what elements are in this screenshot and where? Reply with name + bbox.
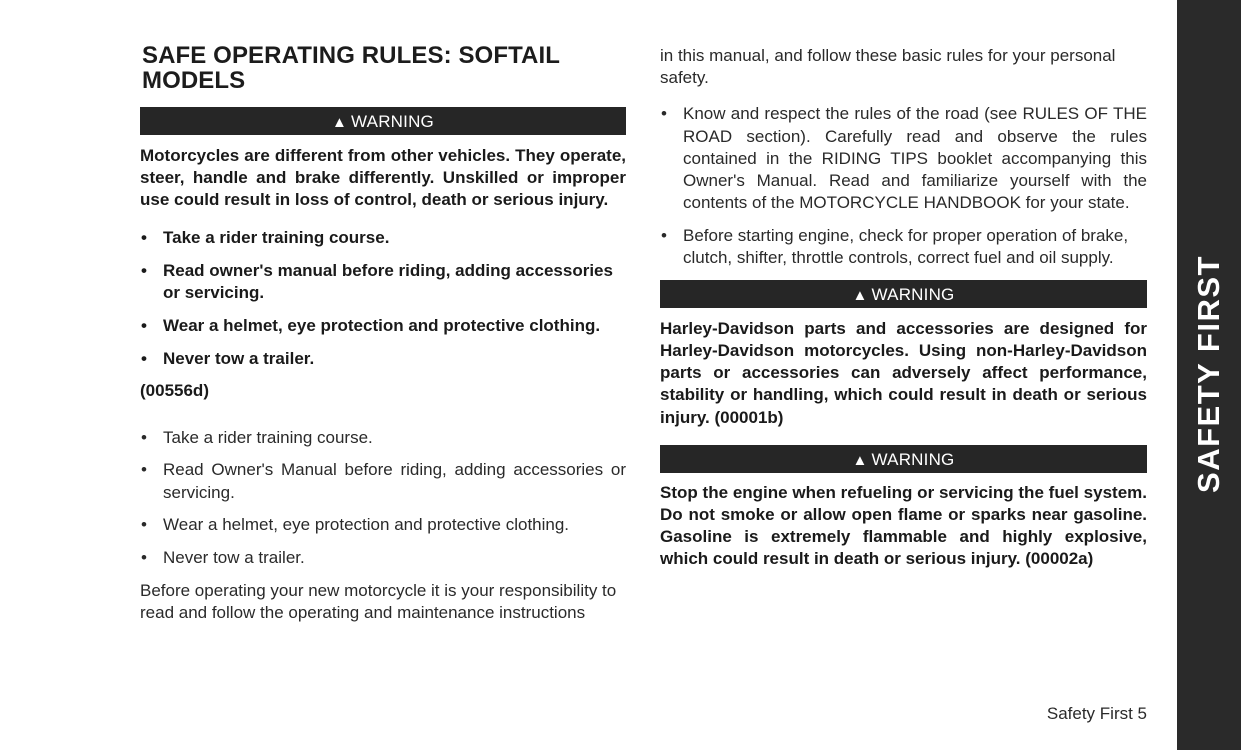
list-item: • Know and respect the rules of the road (see RULES OF THE ROAD section). Carefully read and observe the rules contained in the RIDING TIPS booklet accompanying this Owner's Manual. Read and familiarize yourself with the contents of the MOTORCYCLE HANDBOOK for your state. — [661, 104, 1147, 213]
warning-code: (00556d) — [140, 380, 209, 400]
bullet-icon: • — [661, 225, 667, 245]
warning-triangle-icon: ▲ — [332, 114, 348, 131]
warning-text: Motorcycles are different from other vehicles. They operate, steer, handle and brake differently. Unskilled or improper use could result in loss of control, death or serious injury. — [140, 146, 626, 210]
intro-paragraph-continued: in this manual, and follow these basic rules for your personal safety. — [660, 46, 1116, 88]
left-column — [140, 0, 626, 624]
bullet-icon: • — [141, 227, 147, 247]
warning-text: Stop the engine when refueling or servicing the fuel system. Do not smoke or allow open flame or sparks near gasoline. Gasoline is extremely flammable and highly explosive, which could result in death or serious injury. (00002a) — [660, 482, 1147, 569]
bullet-icon: • — [141, 260, 147, 280]
side-tab-label: SAFETY FIRST — [1191, 255, 1226, 493]
list-item: • Wear a helmet, eye protection and protective clothing. — [140, 315, 626, 337]
list-item: • Take a rider training course. — [140, 227, 626, 249]
bullet-icon: • — [141, 427, 147, 447]
bullet-icon: • — [141, 515, 147, 535]
list-item: • Before starting engine, check for proper operation of brake, clutch, shifter, throttle controls, correct fuel and oil supply. — [661, 225, 1129, 268]
warning-triangle-icon: ▲ — [852, 286, 868, 304]
bullet-icon: • — [141, 547, 147, 567]
page-number: Safety First 5 — [1046, 704, 1147, 723]
warning-banner — [660, 280, 1147, 308]
warning-label: WARNING — [351, 112, 434, 131]
instruction-list — [140, 427, 626, 570]
list-item: • Wear a helmet, eye protection and protective clothing. — [140, 514, 626, 536]
intro-paragraph: Before operating your new motorcycle it is your responsibility to read and follow the operating and maintenance instructions — [140, 580, 617, 622]
right-column — [660, 0, 1147, 571]
list-item: • Never tow a trailer. — [140, 547, 626, 569]
rules-list — [660, 103, 1147, 269]
list-item: • Take a rider training course. — [140, 427, 626, 449]
bullet-icon: • — [141, 460, 147, 480]
page-title: SAFE OPERATING RULES: SOFTAIL MODELS — [142, 42, 560, 94]
warning-list — [140, 227, 626, 371]
warning-banner — [660, 445, 1147, 473]
list-item: • Read Owner's Manual before riding, adding accessories or servicing. — [141, 460, 626, 502]
warning-banner — [140, 107, 626, 135]
bullet-icon: • — [661, 104, 667, 124]
side-tab — [1177, 0, 1241, 750]
list-item: • Read owner's manual before riding, adding accessories or servicing. — [141, 260, 613, 303]
warning-label: WARNING — [871, 449, 955, 469]
warning-triangle-icon: ▲ — [852, 451, 868, 469]
bullet-icon: • — [141, 349, 147, 369]
warning-text: Harley-Davidson parts and accessories are designed for Harley-Davidson motorcycles. Using non-Harley-Davidson parts or accessories can adversely affect performance, stability or handling, which could result in death or serious injury. (00001b) — [660, 318, 1147, 427]
warning-label: WARNING — [871, 284, 955, 304]
list-item: • Never tow a trailer. — [140, 348, 626, 370]
bullet-icon: • — [141, 316, 147, 336]
